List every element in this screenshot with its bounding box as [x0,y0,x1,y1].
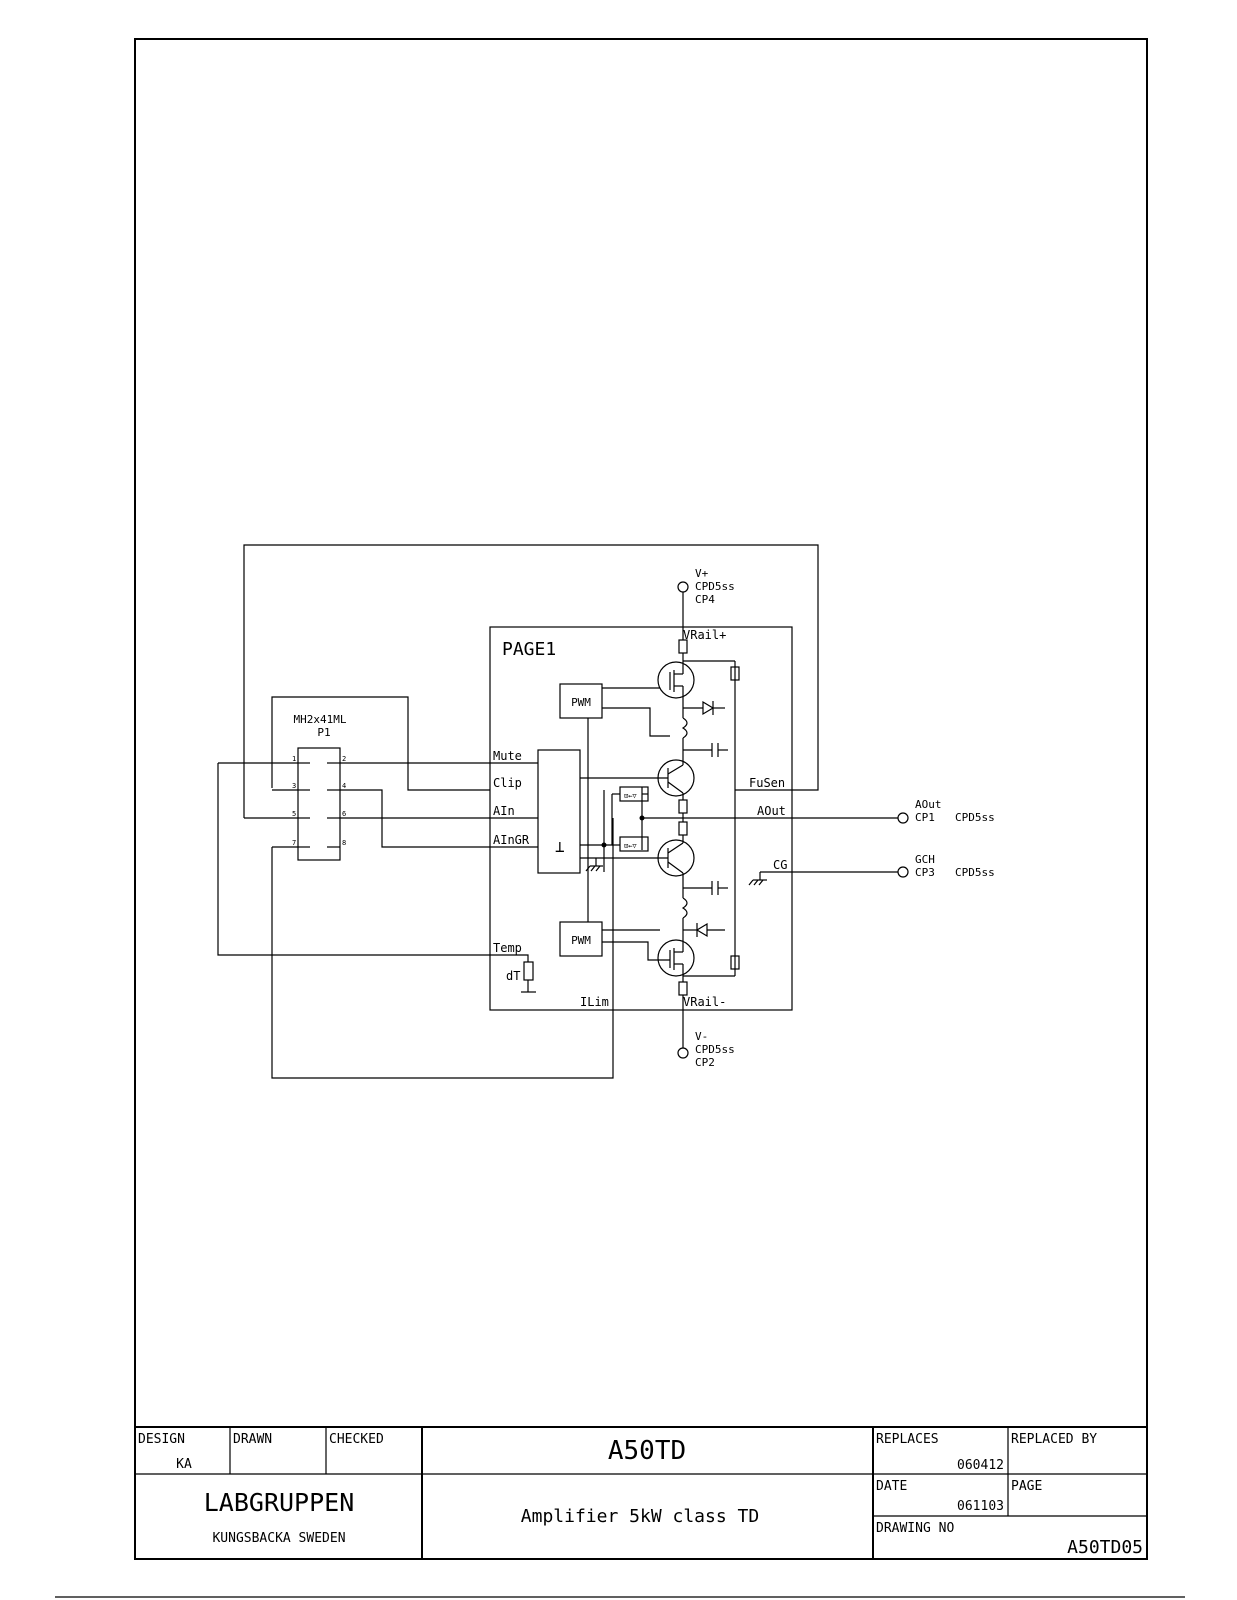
terminal-gch [898,867,908,877]
port-ain: AIn [493,804,515,818]
rail-top-label: VRail+ [683,628,727,642]
thermistor-label: dT [506,969,521,983]
output-resistor-bottom [679,822,687,835]
connector-p1-body [298,748,340,860]
gch-net: GCH [915,853,935,866]
port-mute: Mute [493,749,522,763]
port-fusen: FuSen [749,776,786,790]
page1-label: PAGE1 [502,639,557,660]
wire-ilim-loop [272,818,613,1078]
pin-1: 1 [292,755,297,763]
date-value: 061103 [957,1499,1004,1514]
design-label: DESIGN [138,1432,185,1447]
drawing-no-label: DRAWING NO [876,1521,955,1536]
title-block [135,1427,1147,1559]
connector-name: MH2x41ML [293,713,347,726]
output-resistor-top [679,800,687,813]
gch-type: CPD5ss [955,866,995,879]
company-name: LABGRUPPEN [203,1488,355,1517]
aout-type: CPD5ss [955,811,995,824]
drawn-label: DRAWN [233,1432,273,1447]
pin-6: 6 [342,810,347,818]
port-aout: AOut [757,804,786,818]
ground-symbol: ⊥ [555,837,565,856]
vminus-type: CPD5ss [695,1043,735,1056]
date-label: DATE [876,1479,908,1494]
port-aingr: AInGR [493,833,530,847]
page-label: PAGE [1011,1479,1043,1494]
pin-7: 7 [292,839,297,847]
replaced-by-label: REPLACED BY [1011,1432,1098,1447]
port-cg: CG [773,858,788,872]
thermistor [524,962,533,980]
drawing-frame [135,39,1147,1559]
pwm-bottom-label: PWM [571,934,591,947]
replaces-label: REPLACES [876,1432,939,1447]
inductor-bottom [683,898,687,918]
terminal-aout [898,813,908,823]
mosfet-bottom [658,940,694,976]
shunt-bottom [679,982,687,995]
terminal-vminus [678,1048,688,1058]
wire-temp [218,763,528,962]
connector-ref: P1 [317,726,331,739]
pin-8: 8 [342,839,347,847]
rail-bottom-label: VRail- [683,995,727,1009]
inductor-top [683,718,687,738]
checked-label: CHECKED [329,1432,384,1447]
pin-2: 2 [342,755,347,763]
vminus-net: V- [695,1030,709,1043]
pwm-top-label: PWM [571,696,591,709]
vplus-net: V+ [695,567,709,580]
gch-ref: CP3 [915,866,935,879]
vminus-ref: CP2 [695,1056,715,1069]
terminal-vplus [678,582,688,592]
drawing-no-value: A50TD05 [1067,1537,1143,1558]
drawing-title: A50TD [607,1436,687,1466]
aout-net: AOut [915,798,942,811]
port-temp: Temp [493,941,522,955]
ilim-label: ILim [580,995,609,1009]
drawing-subtitle: Amplifier 5kW class TD [520,1506,760,1527]
pin-3: 3 [292,782,297,790]
replaces-value: 060412 [957,1458,1004,1473]
svg-text:⊡←▽: ⊡←▽ [624,842,637,850]
vplus-ref: CP4 [695,593,715,606]
pin-5: 5 [292,810,297,818]
svg-text:⊡←▽: ⊡←▽ [624,792,637,800]
port-clip: Clip [493,776,522,790]
mosfet-top [658,662,694,698]
wire-pwm-top-gate [602,708,670,736]
company-location: KUNGSBACKA SWEDEN [212,1531,346,1546]
wire-clip [272,697,490,790]
pin-4: 4 [342,782,347,790]
vplus-type: CPD5ss [695,580,735,593]
design-value: KA [176,1457,192,1472]
schematic [218,545,995,1078]
aout-ref: CP1 [915,811,935,824]
